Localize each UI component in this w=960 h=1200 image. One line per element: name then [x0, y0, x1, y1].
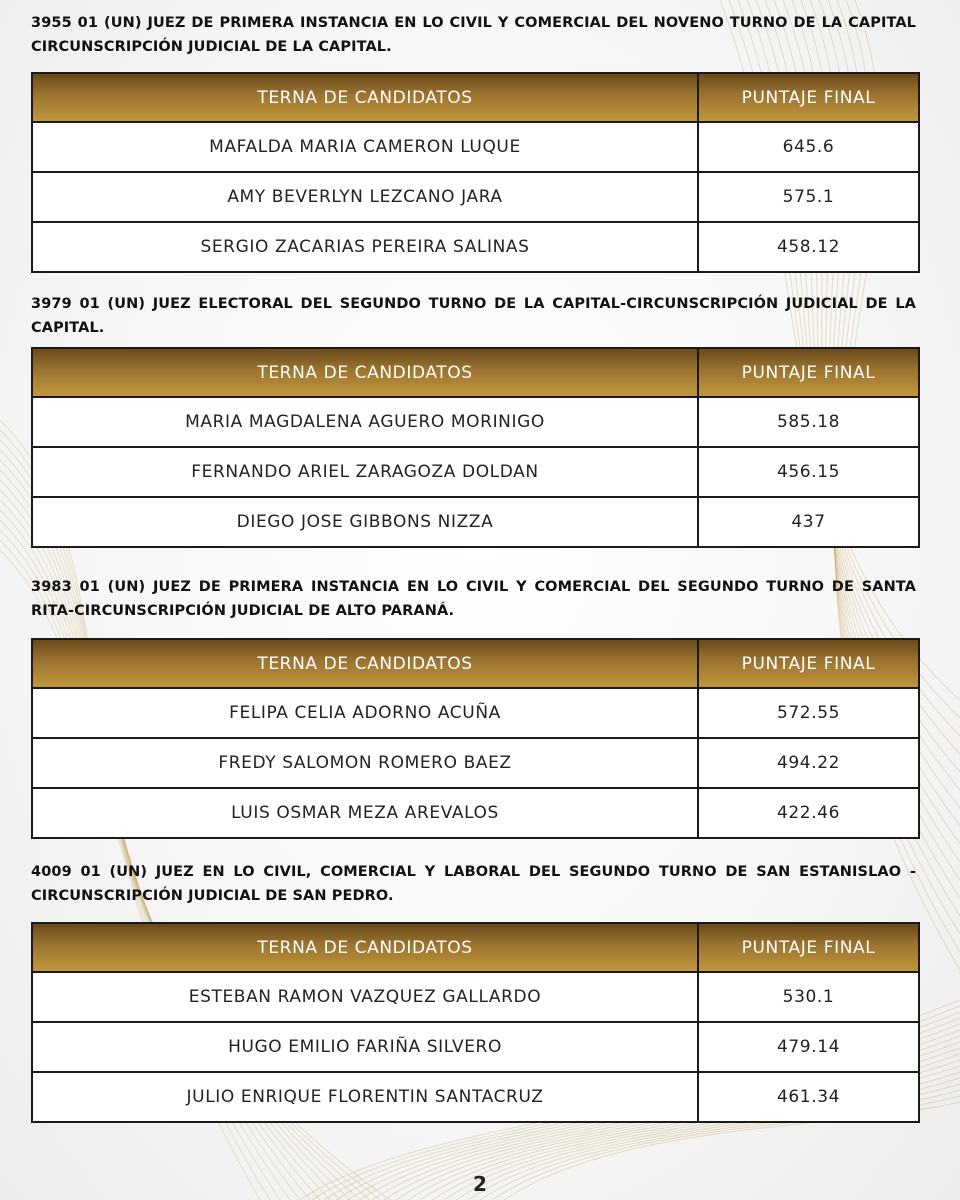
table-row [32, 222, 919, 272]
section-title: 3979 01 (UN) JUEZ ELECTORAL DEL SEGUNDO TURNO DE LA CAPITAL-CIRCUNSCRIPCIÓN JUDICIAL DE LA CAPITAL. [31, 296, 916, 336]
candidate-score: 458.12 [698, 222, 919, 272]
candidate-name: ESTEBAN RAMON VAZQUEZ GALLARDO [32, 972, 698, 1022]
candidate-name: HUGO EMILIO FARIÑA SILVERO [32, 1022, 698, 1072]
table-row [32, 788, 919, 838]
column-header-candidates: TERNA DE CANDIDATOS [32, 923, 698, 972]
table-row [32, 688, 919, 738]
candidate-name: FELIPA CELIA ADORNO ACUÑA [32, 688, 698, 738]
candidate-score: 437 [698, 497, 919, 547]
candidate-score: 585.18 [698, 397, 919, 447]
candidate-name: JULIO ENRIQUE FLORENTIN SANTACRUZ [32, 1072, 698, 1122]
candidate-name: DIEGO JOSE GIBBONS NIZZA [32, 497, 698, 547]
table-row [32, 172, 919, 222]
section-title: 3955 01 (UN) JUEZ DE PRIMERA INSTANCIA EN LO CIVIL Y COMERCIAL DEL NOVENO TURNO DE LA CAPITAL CIRCUNSCRIPCIÓN JUDICIAL DE LA CAPITAL. [31, 15, 916, 55]
column-header-candidates: TERNA DE CANDIDATOS [32, 348, 698, 397]
candidate-score: 572.55 [698, 688, 919, 738]
column-header-score: PUNTAJE FINAL [698, 348, 919, 397]
table-header-row [32, 923, 919, 972]
table-row [32, 497, 919, 547]
table-row [32, 447, 919, 497]
candidate-name: LUIS OSMAR MEZA AREVALOS [32, 788, 698, 838]
column-header-score: PUNTAJE FINAL [698, 73, 919, 122]
candidates-table [31, 638, 920, 839]
candidate-score: 456.15 [698, 447, 919, 497]
candidate-score: 645.6 [698, 122, 919, 172]
candidate-score: 479.14 [698, 1022, 919, 1072]
section-title: 4009 01 (UN) JUEZ EN LO CIVIL, COMERCIAL Y LABORAL DEL SEGUNDO TURNO DE SAN ESTANISLAO - CIRCUNSCRIPCIÓN JUDICIAL DE SAN PEDRO. [31, 864, 916, 904]
table-row [32, 972, 919, 1022]
table-header-row [32, 348, 919, 397]
candidate-name: FREDY SALOMON ROMERO BAEZ [32, 738, 698, 788]
table-header-row [32, 639, 919, 688]
candidate-name: MAFALDA MARIA CAMERON LUQUE [32, 122, 698, 172]
table-row [32, 1072, 919, 1122]
column-header-candidates: TERNA DE CANDIDATOS [32, 639, 698, 688]
column-header-score: PUNTAJE FINAL [698, 923, 919, 972]
table-row [32, 122, 919, 172]
table-row [32, 397, 919, 447]
candidate-score: 575.1 [698, 172, 919, 222]
candidate-score: 461.34 [698, 1072, 919, 1122]
candidate-score: 422.46 [698, 788, 919, 838]
column-header-score: PUNTAJE FINAL [698, 639, 919, 688]
candidate-score: 530.1 [698, 972, 919, 1022]
table-row [32, 738, 919, 788]
column-header-candidates: TERNA DE CANDIDATOS [32, 73, 698, 122]
candidates-table [31, 72, 920, 273]
section-title: 3983 01 (UN) JUEZ DE PRIMERA INSTANCIA EN LO CIVIL Y COMERCIAL DEL SEGUNDO TURNO DE SANTA RITA-CIRCUNSCRIPCIÓN JUDICIAL DE ALTO PARANÁ. [31, 579, 916, 619]
table-row [32, 1022, 919, 1072]
table-header-row [32, 73, 919, 122]
candidate-name: SERGIO ZACARIAS PEREIRA SALINAS [32, 222, 698, 272]
candidate-name: MARIA MAGDALENA AGUERO MORINIGO [32, 397, 698, 447]
candidate-name: AMY BEVERLYN LEZCANO JARA [32, 172, 698, 222]
page-number: 2 [473, 1172, 487, 1196]
candidate-name: FERNANDO ARIEL ZARAGOZA DOLDAN [32, 447, 698, 497]
candidate-score: 494.22 [698, 738, 919, 788]
candidates-table [31, 347, 920, 548]
candidates-table [31, 922, 920, 1123]
